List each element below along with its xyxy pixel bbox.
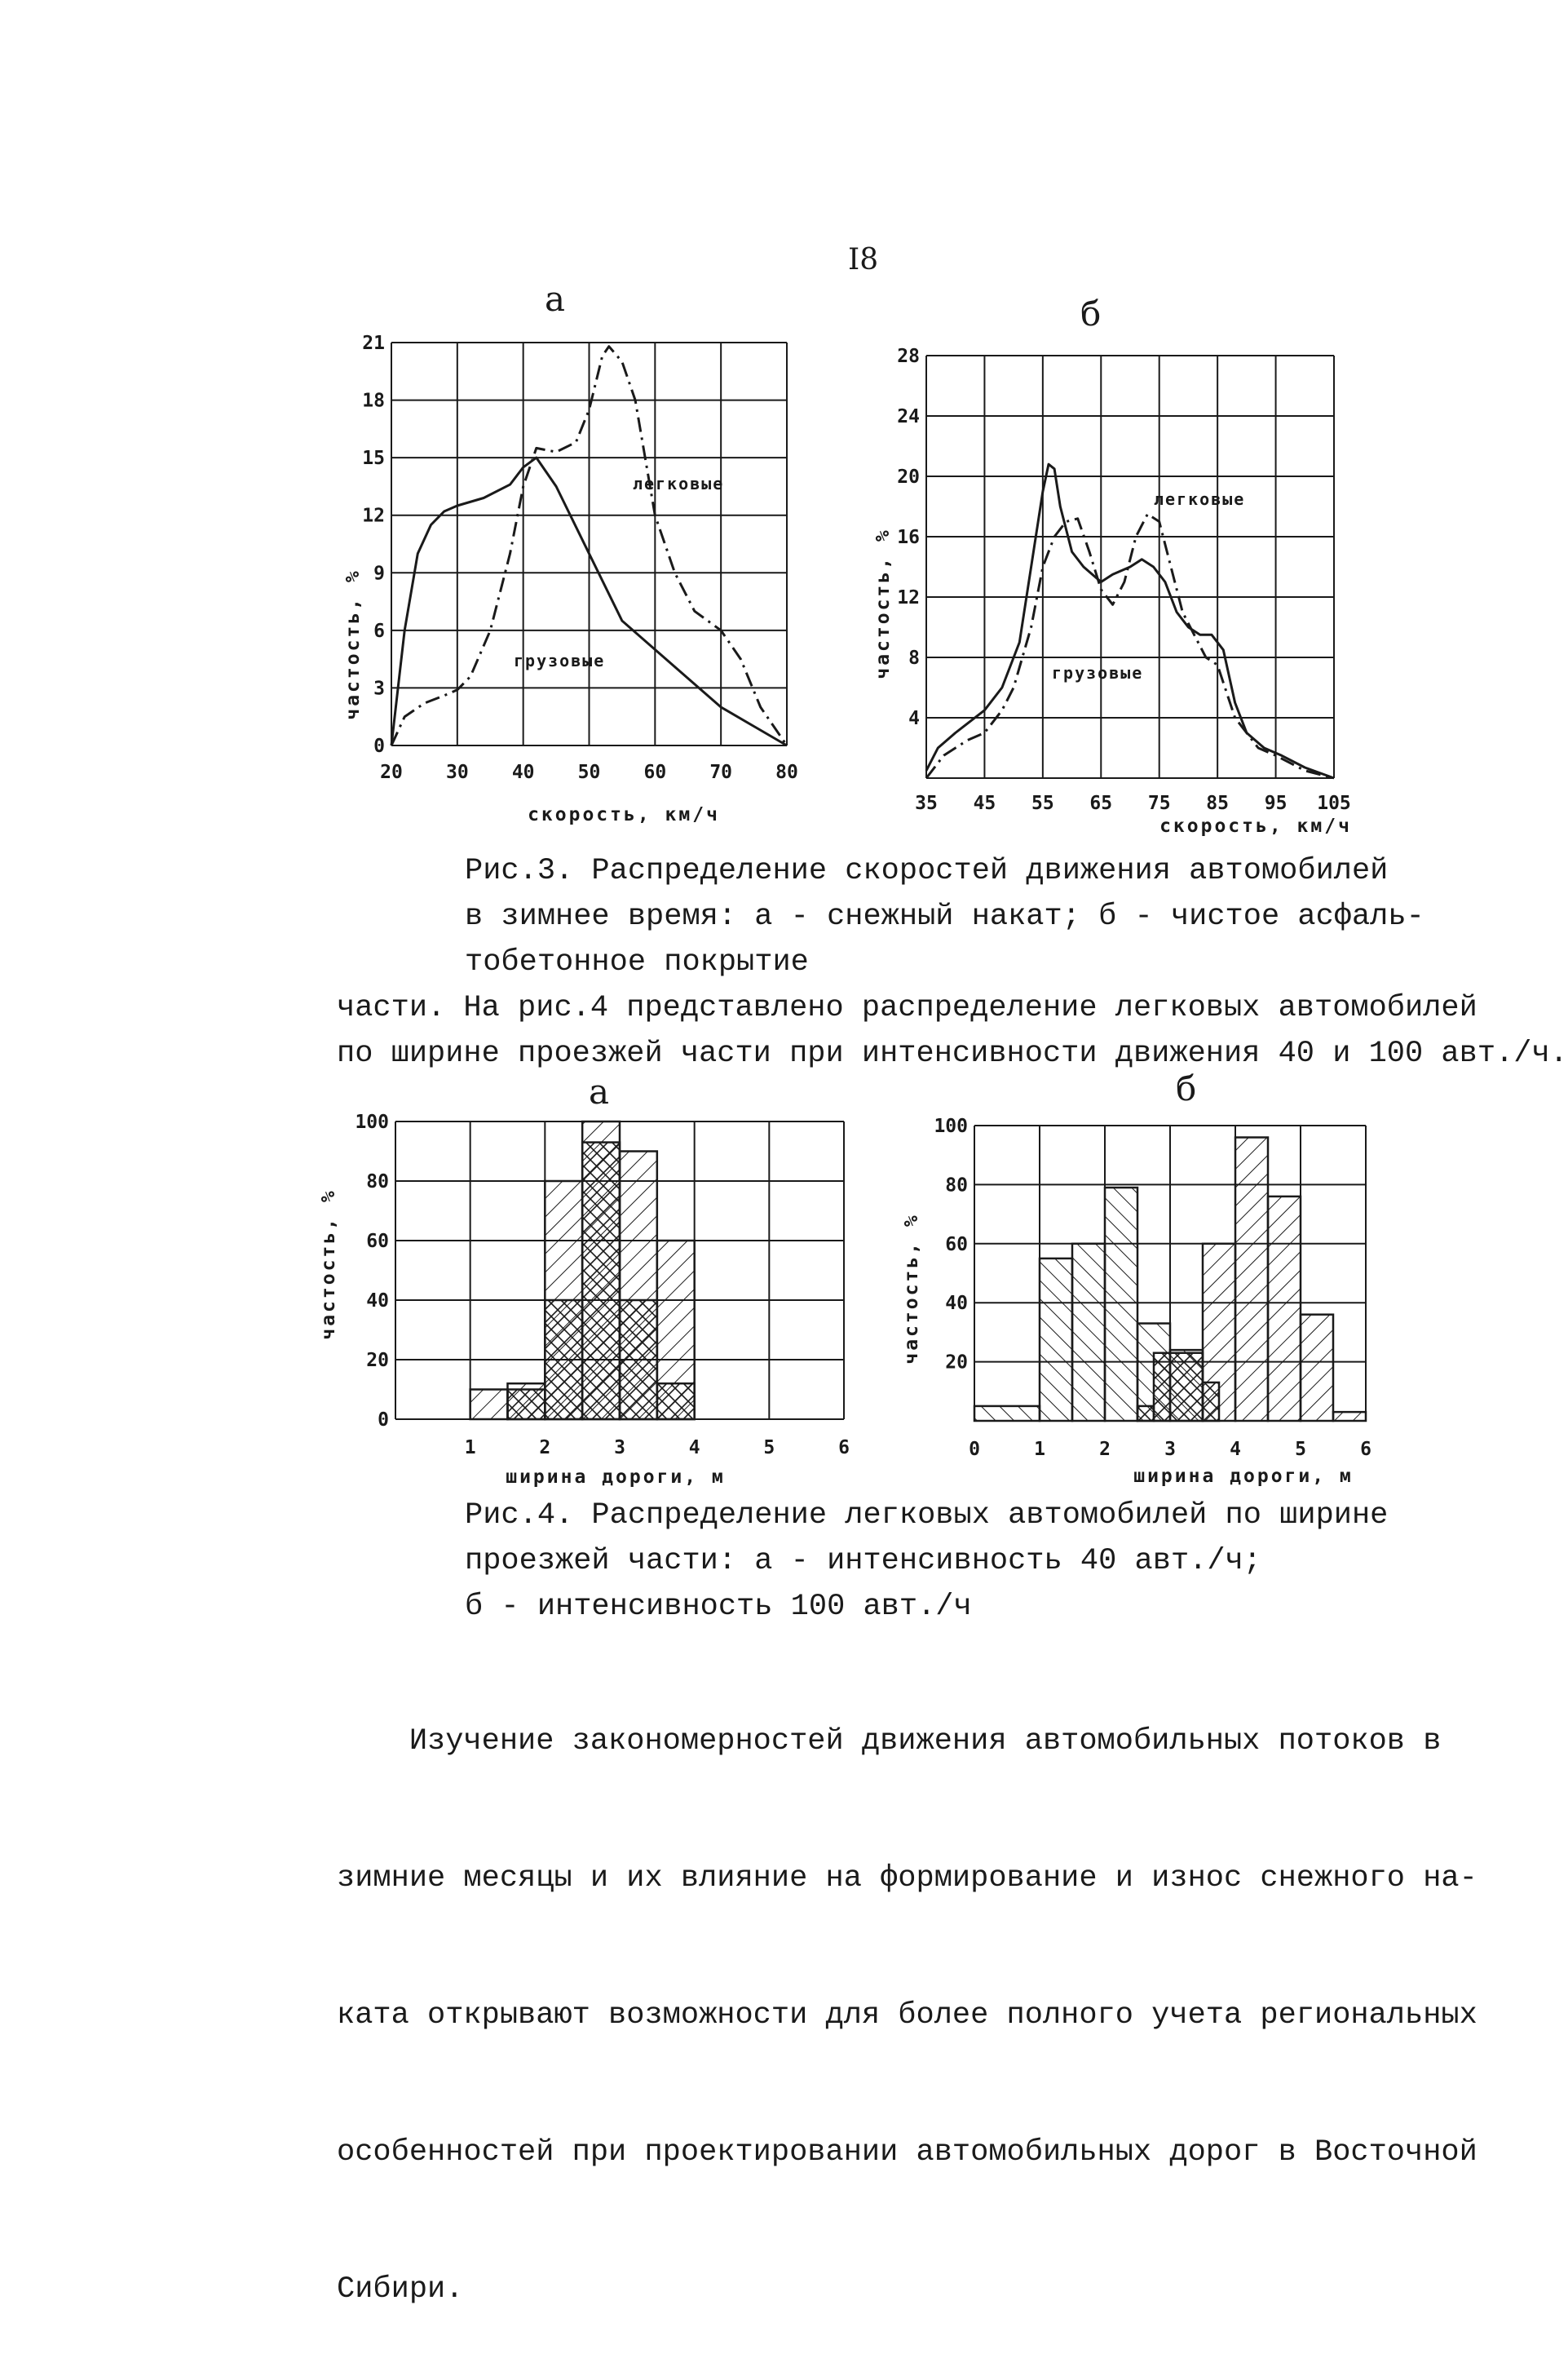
fig4a-x-tick-label: 4 — [688, 1437, 700, 1458]
fig3-caption-line: Рис.3. Распределение скоростей движения автомобилей — [465, 854, 1389, 888]
fig4b-x-tick-label: 2 — [1099, 1439, 1111, 1460]
fig4b-bar — [1137, 1406, 1154, 1421]
fig4b-bar — [1040, 1259, 1072, 1421]
fig4a-x-tick-label: 1 — [464, 1437, 476, 1458]
fig3b-y-tick-label: 12 — [897, 587, 920, 608]
end-paragraph — [337, 1627, 1477, 2358]
fig4b-y-tick-label: 80 — [945, 1175, 968, 1197]
fig4-panel-a-letter: a — [589, 1072, 610, 1112]
fig3a-x-tick-label: 70 — [709, 762, 733, 783]
fig4-caption-line: б - интенсивность 100 авт./ч — [465, 1590, 972, 1624]
fig4-caption — [465, 1493, 1388, 1630]
end-paragraph-line: Сибири. — [337, 2272, 464, 2307]
fig3b-x-tick-label: 75 — [1147, 793, 1171, 814]
fig3-caption-line: тобетонное покрытие — [465, 945, 809, 980]
fig4a-y-tick-label: 20 — [366, 1350, 389, 1371]
fig3a-x-tick-label: 80 — [775, 762, 798, 783]
fig4b-bar — [1154, 1353, 1203, 1421]
fig4a-ylabel: частость, % — [318, 1188, 339, 1340]
fig3a-xlabel: скорость, км/ч — [528, 804, 720, 825]
fig4a-bar — [620, 1300, 657, 1419]
fig3b-series — [926, 464, 1334, 778]
fig3a-x-tick-label: 20 — [380, 762, 403, 783]
fig3b-x-tick-label: 35 — [915, 793, 938, 814]
fig3a-label-trucks: грузовые — [514, 651, 606, 670]
fig3a-x-tick-label: 60 — [643, 762, 667, 783]
fig4b-y-tick-label: 20 — [945, 1352, 968, 1374]
fig4b-x-tick-label: 6 — [1360, 1439, 1371, 1460]
fig4b-y-tick-label: 60 — [945, 1233, 968, 1255]
fig3-panel-a-letter: a — [545, 279, 566, 319]
fig3a-y-tick-label: 9 — [373, 563, 385, 585]
fig4b-x-tick-label: 3 — [1164, 1439, 1176, 1460]
fig3a-y-tick-label: 21 — [362, 333, 385, 354]
fig3b-x-tick-label: 95 — [1264, 793, 1288, 814]
fig3b-chart — [856, 334, 1362, 856]
fig3b-label-trucks: грузовые — [1052, 663, 1144, 683]
mid-paragraph — [337, 985, 1568, 1077]
fig4a-bar — [508, 1390, 545, 1420]
fig4b-ylabel: частость, % — [901, 1213, 922, 1365]
fig3-caption-line: в зимнее время: а - снежный накат; б - чистое асфаль- — [465, 900, 1424, 934]
fig4a-bar — [470, 1390, 508, 1420]
fig4b-bar — [1105, 1188, 1137, 1421]
fig3b-y-tick-label: 16 — [897, 527, 920, 548]
fig3b-x-tick-label: 55 — [1031, 793, 1054, 814]
fig3b-x-tick-label: 65 — [1089, 793, 1113, 814]
fig3b-x-tick-label: 105 — [1317, 793, 1351, 814]
fig4b-bar — [1301, 1315, 1333, 1421]
fig4-panel-b-letter: б — [1176, 1068, 1197, 1108]
fig3a-x-tick-label: 50 — [577, 762, 601, 783]
fig3a-x-tick-label: 30 — [445, 762, 469, 783]
fig3b-y-tick-label: 4 — [908, 708, 920, 729]
fig4b-bar — [1333, 1412, 1366, 1421]
fig3a-y-tick-label: 12 — [362, 505, 385, 527]
fig3a-y-tick-label: 0 — [373, 736, 385, 757]
fig3a-chart — [310, 326, 798, 848]
fig4a-y-tick-label: 0 — [378, 1409, 389, 1431]
end-paragraph-line: ката открывают возможности для более полного учета региональных — [337, 1998, 1477, 2033]
fig3b-x-tick-label: 85 — [1206, 793, 1229, 814]
fig4b-x-tick-label: 4 — [1230, 1439, 1241, 1460]
fig3b-y-tick-label: 20 — [897, 467, 920, 488]
end-paragraph-line: зимние месяцы и их влияние на формирование и износ снежного на- — [337, 1861, 1477, 1896]
fig3b-ylabel: частость, % — [872, 528, 894, 679]
fig4a-series — [470, 1121, 695, 1419]
fig3b-y-tick-label: 28 — [897, 346, 920, 367]
fig3b-y-tick-label: 8 — [908, 648, 920, 669]
fig4a-bar — [657, 1383, 695, 1419]
fig4b-x-tick-label: 0 — [969, 1439, 980, 1460]
fig4b-x-tick-label: 1 — [1034, 1439, 1045, 1460]
fig3b-xlabel: скорость, км/ч — [1159, 816, 1352, 837]
fig3a-y-tick-label: 3 — [373, 678, 385, 700]
fig4a-y-tick-label: 80 — [366, 1171, 389, 1192]
page-number: I8 — [848, 243, 879, 277]
fig4b-bar — [974, 1406, 1040, 1421]
fig4a-x-tick-label: 3 — [614, 1437, 625, 1458]
fig3b-y-tick-label: 24 — [897, 406, 920, 427]
mid-paragraph-line: по ширине проезжей части при интенсивности движения 40 и 100 авт./ч. — [337, 1037, 1568, 1071]
fig3b-label-cars: легковые — [1154, 489, 1246, 509]
fig3a-y-tick-label: 6 — [373, 620, 385, 642]
fig4a-x-tick-label: 5 — [763, 1437, 775, 1458]
fig4b-bar — [1072, 1244, 1105, 1421]
fig4b-y-tick-label: 100 — [934, 1116, 968, 1137]
fig4a-y-tick-label: 60 — [366, 1231, 389, 1252]
fig3a-grid — [391, 343, 787, 745]
fig4b-bar — [1235, 1137, 1268, 1421]
fig3b-x-tick-label: 45 — [973, 793, 996, 814]
fig4b-bar — [1203, 1244, 1235, 1421]
fig4b-chart — [897, 1101, 1419, 1509]
mid-paragraph-line: части. На рис.4 представлено распределение легковых автомобилей — [337, 991, 1477, 1025]
fig4a-x-tick-label: 6 — [838, 1437, 850, 1458]
fig3-caption — [465, 848, 1424, 985]
end-paragraph-line: Изучение закономерностей движения автомобильных потоков в — [337, 1724, 1442, 1759]
fig4b-x-tick-label: 5 — [1295, 1439, 1306, 1460]
fig4-caption-line: Рис.4. Распределение легковых автомобилей по ширине — [465, 1498, 1389, 1533]
fig4a-x-tick-label: 2 — [539, 1437, 551, 1458]
fig4a-chart — [310, 1101, 850, 1509]
fig4-caption-line: проезжей части: а - интенсивность 40 авт./ч; — [465, 1544, 1261, 1578]
fig4a-y-tick-label: 100 — [355, 1112, 389, 1133]
fig4b-xlabel: ширина дороги, м — [1133, 1466, 1354, 1487]
fig3a-label-cars: легковые — [633, 474, 725, 493]
fig3b-series-cars-line — [926, 514, 1334, 778]
fig3a-y-tick-label: 15 — [362, 448, 385, 470]
fig3a-x-tick-label: 40 — [511, 762, 535, 783]
fig3a-ylabel: частость, % — [342, 568, 364, 720]
fig4a-y-tick-label: 40 — [366, 1290, 389, 1312]
fig4a-bar — [582, 1143, 620, 1419]
fig4b-y-tick-label: 40 — [945, 1293, 968, 1315]
fig4b-bar — [1268, 1197, 1301, 1421]
end-paragraph-line: особенностей при проектировании автомобильных дорог в Восточной — [337, 2135, 1477, 2170]
fig3a-y-tick-label: 18 — [362, 390, 385, 412]
fig4a-bar — [545, 1300, 582, 1419]
fig4a-xlabel: ширина дороги, м — [506, 1467, 726, 1488]
fig3-panel-b-letter: б — [1080, 294, 1102, 334]
